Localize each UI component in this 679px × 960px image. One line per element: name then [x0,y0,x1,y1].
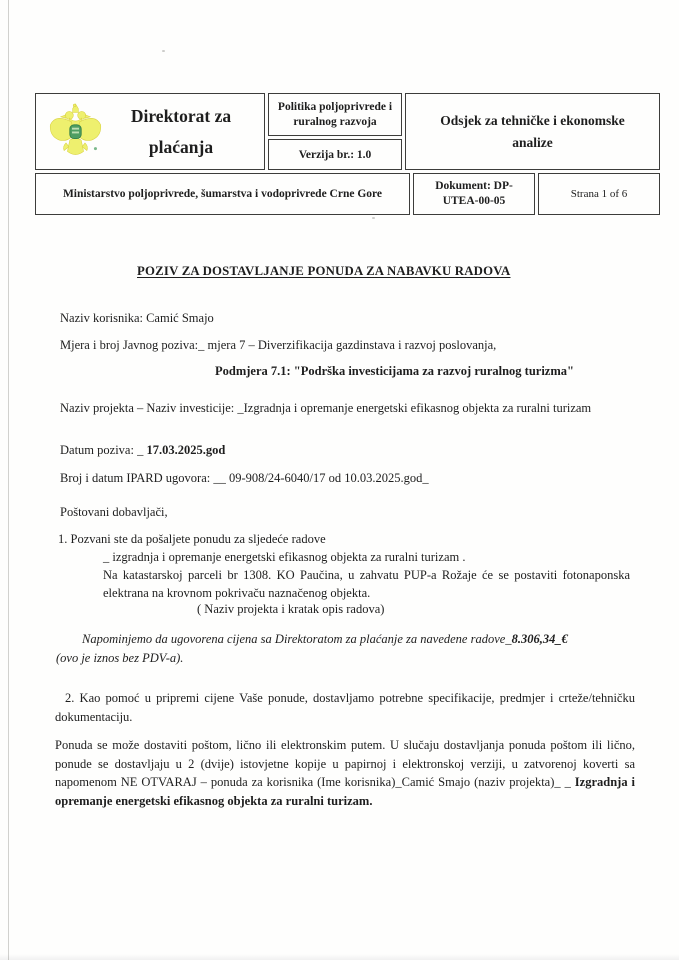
policy-version-column [268,93,402,170]
salutation: Poštovani dobavljači, [60,505,168,519]
field-naziv-projekta: Naziv projekta – Naziv investicije: _Izgradnja i opremanje energetski efikasnog objekta za ruralni turizam [60,401,592,415]
field-naziv-korisnika: Naziv korisnika: Camić Smajo [60,311,214,325]
list-item-1-intro: 1. Pozvani ste da pošaljete ponudu za sljedeće radove [58,532,326,546]
datum-label: Datum poziva: _ [60,443,147,457]
header-row-1 [35,93,660,170]
montenegro-coat-of-arms-icon [47,103,104,160]
field-podmjera: Podmjera 7.1: "Podrška investicijama za razvoj ruralnog turizma" [215,364,574,378]
field-mjera: Mjera i broj Javnog poziva:_ mjera 7 – Diverzifikacija gazdinstava i razvoj poslovanja, [60,338,497,352]
page-number-cell: Strana 1 of 6 [538,173,660,215]
note-paragraph [56,630,634,668]
document-title: POZIV ZA DOSTAVLJANJE PONUDA ZA NABAVKU RADOVA [137,264,511,278]
note-part1: Napominjemo da ugovorena cijena sa Direktoratom za plaćanje za navedene radove_ [82,632,512,646]
org-cell [35,93,265,170]
org-name: Direktorat za plaćanja [130,105,232,157]
list-item-1-line1: _ izgradnja i opremanje energetski efikasnog objekta za ruralni turizam . [103,550,466,564]
scan-bottom-shadow [0,954,679,960]
header-row-2 [35,173,660,215]
document-code-cell: Dokument: DP-UTEA-00-05 [413,173,535,215]
department-cell: Odsjek za tehničke i ekonomske analize [405,93,660,170]
list-item-1-caption: ( Naziv projekta i kratak opis radova) [197,602,385,616]
closing-paragraph [55,736,635,810]
ministry-cell: Ministarstvo poljoprivrede, šumarstva i vodoprivrede Crne Gore [35,173,410,215]
list-item-2: 2. Kao pomoć u pripremi cijene Vaše ponude, dostavljamo potrebne specifikacije, predmjer i crteže/tehničku dokumentaciju. [55,691,635,724]
scan-speck [372,217,375,219]
note-part2: (ovo je iznos bez PDV-a). [56,651,184,665]
closing-part2: Izgradnja i opremanje energetski efikasnog objekta za ruralni turizam. [55,775,635,808]
field-datum-poziva [60,441,225,460]
scan-edge-artifact [8,0,9,960]
datum-value: 17.03.2025.god [146,443,226,457]
list-item-1-description: Na katastarskoj parceli br 1308. KO Paučina, u zahvatu PUP-a Rožaje će se postaviti fotonaponska elektrana na krovnom pokrivaču naznačenog objekta. [103,568,630,600]
note-amount: 8.306,34_€ [511,632,568,646]
version-cell: Verzija br.: 1.0 [268,139,402,170]
closing-part1: Ponuda se može dostaviti poštom, lično ili elektronskim putem. U slučaju dostavljanja ponuda poštom ili lično, ponude se dostavljaju u 2 (dvije) istovjetne kopije u papirnoj i elektronskoj verziji, u zatvorenoj koverti sa napomenom NE OTVARAJ – ponuda za korisnika (Ime korisnika)_Camić Smajo (naziv projekta)_ _ [55,738,635,789]
policy-cell: Politika poljoprivrede i ruralnog razvoja [268,93,402,136]
header-table [35,93,660,215]
scan-speck [162,50,165,52]
field-ipard-ugovor: Broj i datum IPARD ugovora: __ 09-908/24-6040/17 od 10.03.2025.god_ [60,471,429,485]
